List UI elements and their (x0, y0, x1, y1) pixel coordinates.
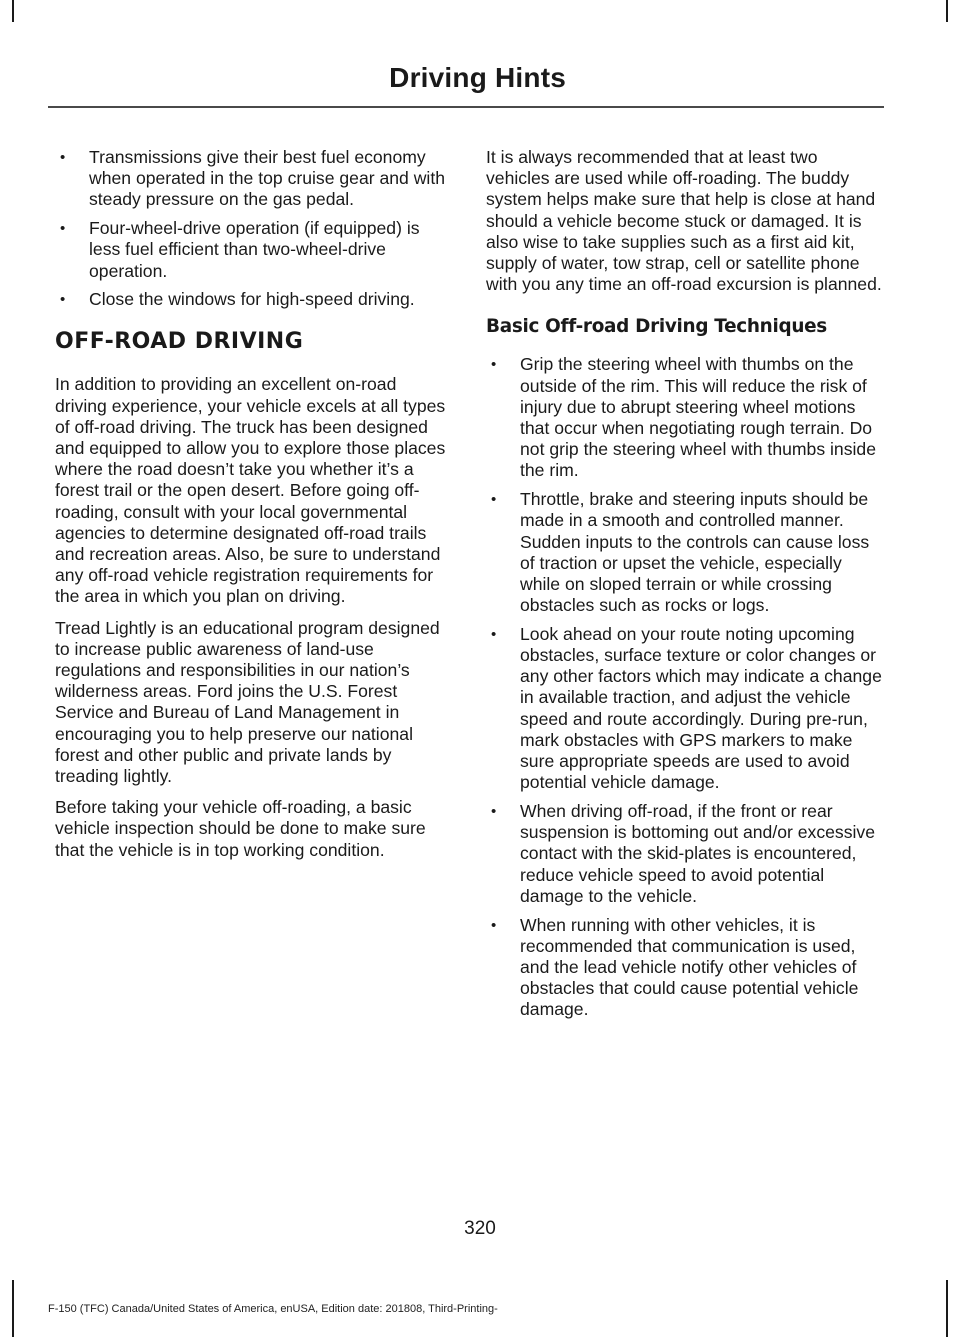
list-item: • Transmissions give their best fuel economy when operated in the top cruise gear and with steady pressure on the gas pedal. (55, 147, 447, 211)
paragraph: In addition to providing an excellent on-road driving experience, your vehicle excels at all types of off-road driving. The truck has been designed and equipped to allow you to explore those places where the road doesn’t take you whether it’s a forest trail or the open desert. Before going off-roading, consult with your local governmental agencies to determine designated off-road trails and recreation areas. Also, be sure to understand any off-road vehicle registration requirements for the area in which you plan on driving. (55, 374, 446, 607)
paragraph: Tread Lightly is an educational program designed to increase public awareness of land-use regulations and responsibilities in our nation’s wilderness areas. Ford joins the U.S. Forest Service and Bureau of Land Management in encouraging you to help preserve our national forest and other public and private lands by treading lightly. (55, 617, 440, 787)
list-item: • When driving off-road, if the front or rear suspension is bottoming out and/or excessive contact with the skid-plates is encountered, reduce vehicle speed to avoid potential damage to the vehicle. (486, 801, 882, 907)
list-item: • When running with other vehicles, it is recommended that communication is used, and the lead vehicle notify other vehicles of obstacles that could cause potential vehicle damage. (486, 915, 882, 1021)
list-item: • Grip the steering wheel with thumbs on the outside of the rim. This will reduce the risk of injury due to abrupt steering wheel motions that occur when negotiating rough terrain. Do not grip the steering wheel with thumbs inside the rim. (486, 354, 882, 481)
page-number: 320 (464, 1218, 496, 1239)
right-column (486, 147, 882, 1028)
list-item: • Close the windows for high-speed driving. (55, 289, 447, 310)
crop-mark-top-left (12, 0, 14, 22)
page-header-title: Driving Hints (389, 62, 566, 93)
left-column (55, 147, 447, 871)
crop-mark-bottom-right (946, 1280, 948, 1337)
list-item: • Four-wheel-drive operation (if equipped) is less fuel efficient than two-wheel-drive operation. (55, 218, 447, 282)
header-divider (48, 106, 884, 108)
list-item: • Look ahead on your route noting upcoming obstacles, surface texture or color changes or any other factors which may indicate a change in available traction, and adjust the vehicle speed and route accordingly. During pre-run, mark obstacles with GPS markers to make sure appropriate speeds are used to avoid potential vehicle damage. (486, 624, 882, 794)
paragraph: Before taking your vehicle off-roading, a basic vehicle inspection should be done to make sure that the vehicle is in top working condition. (55, 797, 426, 860)
fuel-economy-bullet-list (55, 147, 447, 310)
footer-edition-info: F-150 (TFC) Canada/United States of America, enUSA, Edition date: 201808, Third-Printing- (48, 1303, 498, 1315)
techniques-bullet-list (486, 354, 882, 1020)
list-item: • Throttle, brake and steering inputs should be made in a smooth and controlled manner. Sudden inputs to the controls can cause loss of traction or upset the vehicle, especially while on sloped terrain or while crossing obstacles such as rocks or logs. (486, 489, 882, 616)
crop-mark-top-right (946, 0, 948, 22)
section-title: OFF-ROAD DRIVING (55, 329, 304, 355)
crop-mark-bottom-left (12, 1280, 14, 1337)
subsection-title: Basic Off-road Driving Techniques (486, 316, 827, 338)
paragraph: It is always recommended that at least two vehicles are used while off-roading. The buddy system helps make sure that help is close at hand should a vehicle become stuck or damaged. It is also wise to take supplies such as a first aid kit, supply of water, tow strap, cell or satellite phone with you any time an off-road excursion is planned. (486, 147, 882, 295)
